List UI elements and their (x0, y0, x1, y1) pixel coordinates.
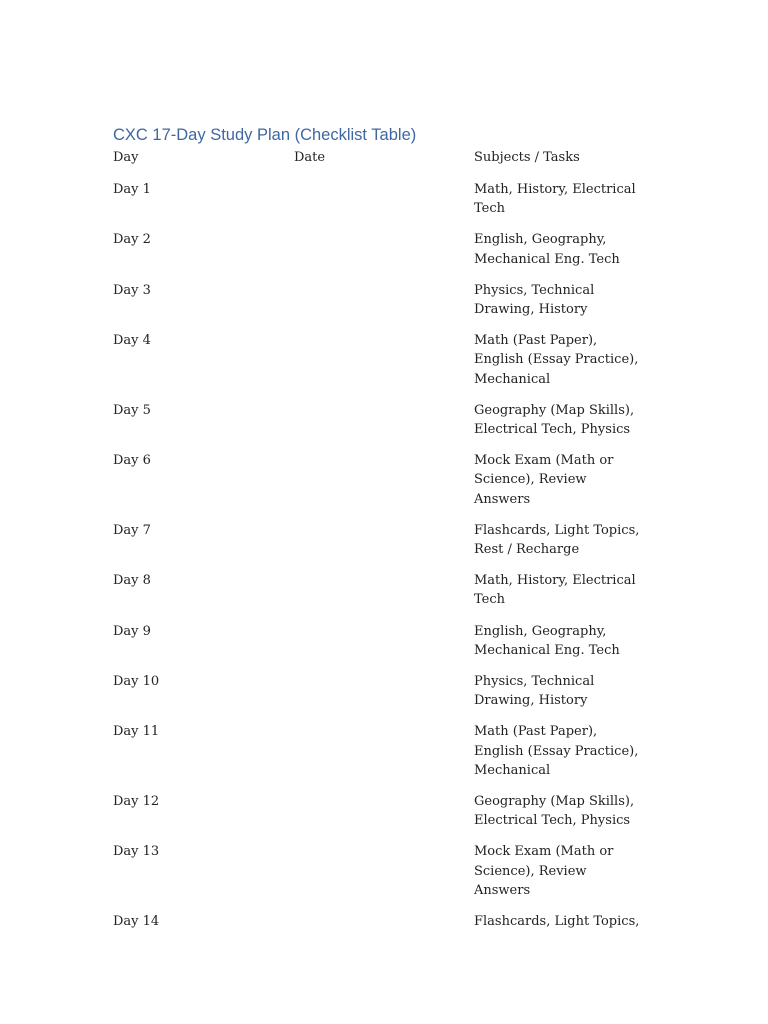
day-cell: Day 2 (113, 232, 151, 248)
day-cell: Day 11 (113, 724, 160, 740)
tasks-cell: Geography (Map Skills), Electrical Tech, Physics (474, 794, 635, 829)
table-row (113, 842, 673, 900)
table-row (113, 230, 673, 268)
document-page (113, 124, 673, 943)
table-header (113, 148, 673, 180)
page-title: CXC 17-Day Study Plan (Checklist Table) (113, 126, 417, 144)
tasks-cell: Flashcards, Light Topics, Rest / Recharge (474, 522, 640, 558)
day-cell: Day 13 (113, 844, 160, 860)
tasks-cell: Physics, Technical Drawing, History (474, 674, 595, 709)
tasks-cell: English, Geography, Mechanical Eng. Tech (474, 623, 620, 658)
tasks-cell: Math (Past Paper), English (Essay Practice), Mechanical (474, 333, 639, 387)
day-cell: Day 10 (113, 674, 160, 690)
column-header-tasks: Subjects / Tasks (474, 150, 580, 165)
tasks-cell: Physics, Technical Drawing, History (474, 282, 595, 318)
table-row (113, 672, 673, 710)
table-row (113, 571, 673, 609)
day-cell: Day 5 (113, 402, 151, 418)
tasks-cell: Flashcards, Light Topics, (474, 914, 640, 930)
table-row (113, 912, 673, 931)
table-row (113, 180, 673, 218)
tasks-cell: English, Geography, Mechanical Eng. Tech (474, 232, 620, 267)
table-row (113, 401, 673, 439)
tasks-cell: Math, History, Electrical Tech (474, 573, 636, 608)
table-row (113, 521, 673, 559)
day-cell: Day 14 (113, 914, 160, 930)
table-row (113, 331, 673, 389)
table-row (113, 792, 673, 830)
day-cell: Day 6 (113, 453, 151, 469)
tasks-cell: Geography (Map Skills), Electrical Tech, Physics (474, 402, 635, 438)
table-row (113, 281, 673, 319)
table-row (113, 451, 673, 509)
table-body (113, 180, 673, 931)
day-cell: Day 12 (113, 794, 160, 810)
tasks-cell: Math (Past Paper), English (Essay Practice), Mechanical (474, 724, 639, 778)
day-cell: Day 3 (113, 282, 151, 298)
tasks-cell: Mock Exam (Math or Science), Review Answers (474, 844, 614, 898)
tasks-cell: Math, History, Electrical Tech (474, 182, 636, 217)
day-cell: Day 4 (113, 333, 151, 349)
column-header-date: Date (294, 150, 326, 165)
tasks-cell: Mock Exam (Math or Science), Review Answers (474, 453, 614, 507)
column-header-day: Day (113, 150, 139, 165)
day-cell: Day 9 (113, 623, 151, 639)
day-cell: Day 1 (113, 182, 151, 197)
day-cell: Day 7 (113, 522, 151, 538)
day-cell: Day 8 (113, 573, 151, 589)
table-row (113, 722, 673, 780)
table-row (113, 622, 673, 660)
